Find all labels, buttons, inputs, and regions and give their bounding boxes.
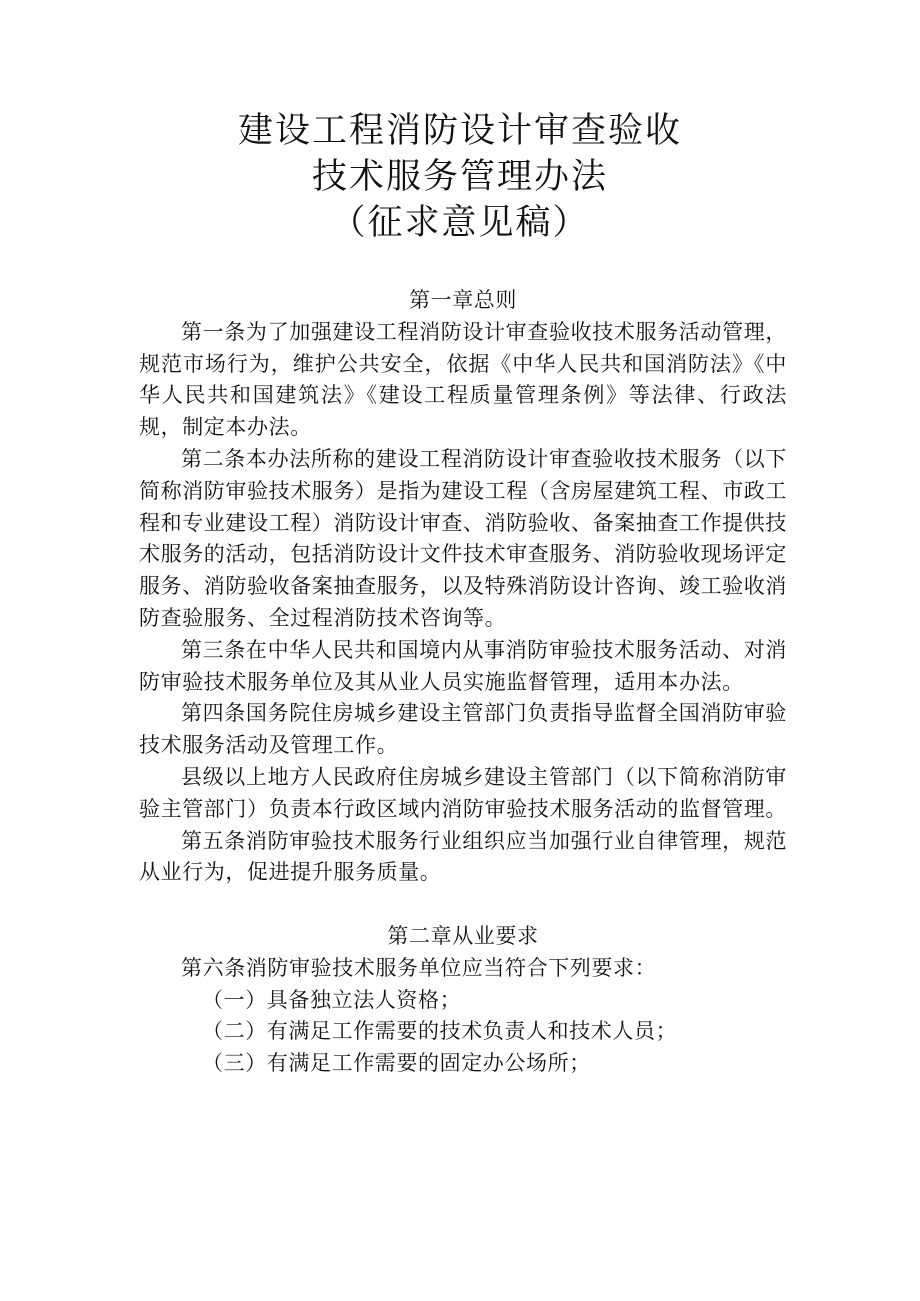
article-2: 第二条本办法所称的建设工程消防设计审查验收技术服务（以下简称消防审验技术服务）是指为建设工程（含房屋建筑工程、市政工程和专业建设工程）消防设计审查、消防验收、备案抽查工作提供技术服务的活动，包括消防设计文件技术审查服务、消防验收现场评定服务、消防验收备案抽查服务，以及特殊消防设计咨询、竣工验收消防查验服务、全过程消防技术咨询等。 <box>139 446 787 630</box>
article-6-item-3: （三）有满足工作需要的固定办公场所； <box>202 1051 591 1076</box>
chapter-2-heading: 第二章从业要求 <box>387 923 539 948</box>
chapter-gap <box>139 889 787 921</box>
article-4-paragraph-2: 县级以上地方人民政府住房城乡建设主管部门（以下简称消防审验主管部门）负责本行政区域内消防审验技术服务活动的监督管理。 <box>139 764 787 821</box>
article-6-item-1: （一）具备独立法人资格； <box>202 987 462 1012</box>
document-title <box>0 108 920 246</box>
chapter-1-heading: 第一章总则 <box>409 288 517 312</box>
article-5: 第五条消防审验技术服务行业组织应当加强行业自律管理，规范从业行为，促进提升服务质量。 <box>139 828 787 885</box>
title-line-2: 技术服务管理办法 <box>311 157 608 197</box>
title-line-3: （征求意见稿） <box>330 203 590 243</box>
article-3: 第三条在中华人民共和国境内从事消防审验技术服务活动、对消防审验技术服务单位及其从业人员实施监督管理，适用本办法。 <box>139 637 787 694</box>
article-6: 第六条消防审验技术服务单位应当符合下列要求： <box>181 955 657 980</box>
article-1: 第一条为了加强建设工程消防设计审查验收技术服务活动管理，规范市场行为，维护公共安全，依据《中华人民共和国消防法》《中华人民共和国建筑法》《建设工程质量管理条例》等法律、行政法规，制定本办法。 <box>139 319 787 440</box>
title-line-1: 建设工程消防设计审查验收 <box>237 111 682 151</box>
article-6-item-2: （二）有满足工作需要的技术负责人和技术人员； <box>202 1019 678 1044</box>
document-body <box>139 285 787 1080</box>
article-4: 第四条国务院住房城乡建设主管部门负责指导监督全国消防审验技术服务活动及管理工作。 <box>139 701 787 758</box>
